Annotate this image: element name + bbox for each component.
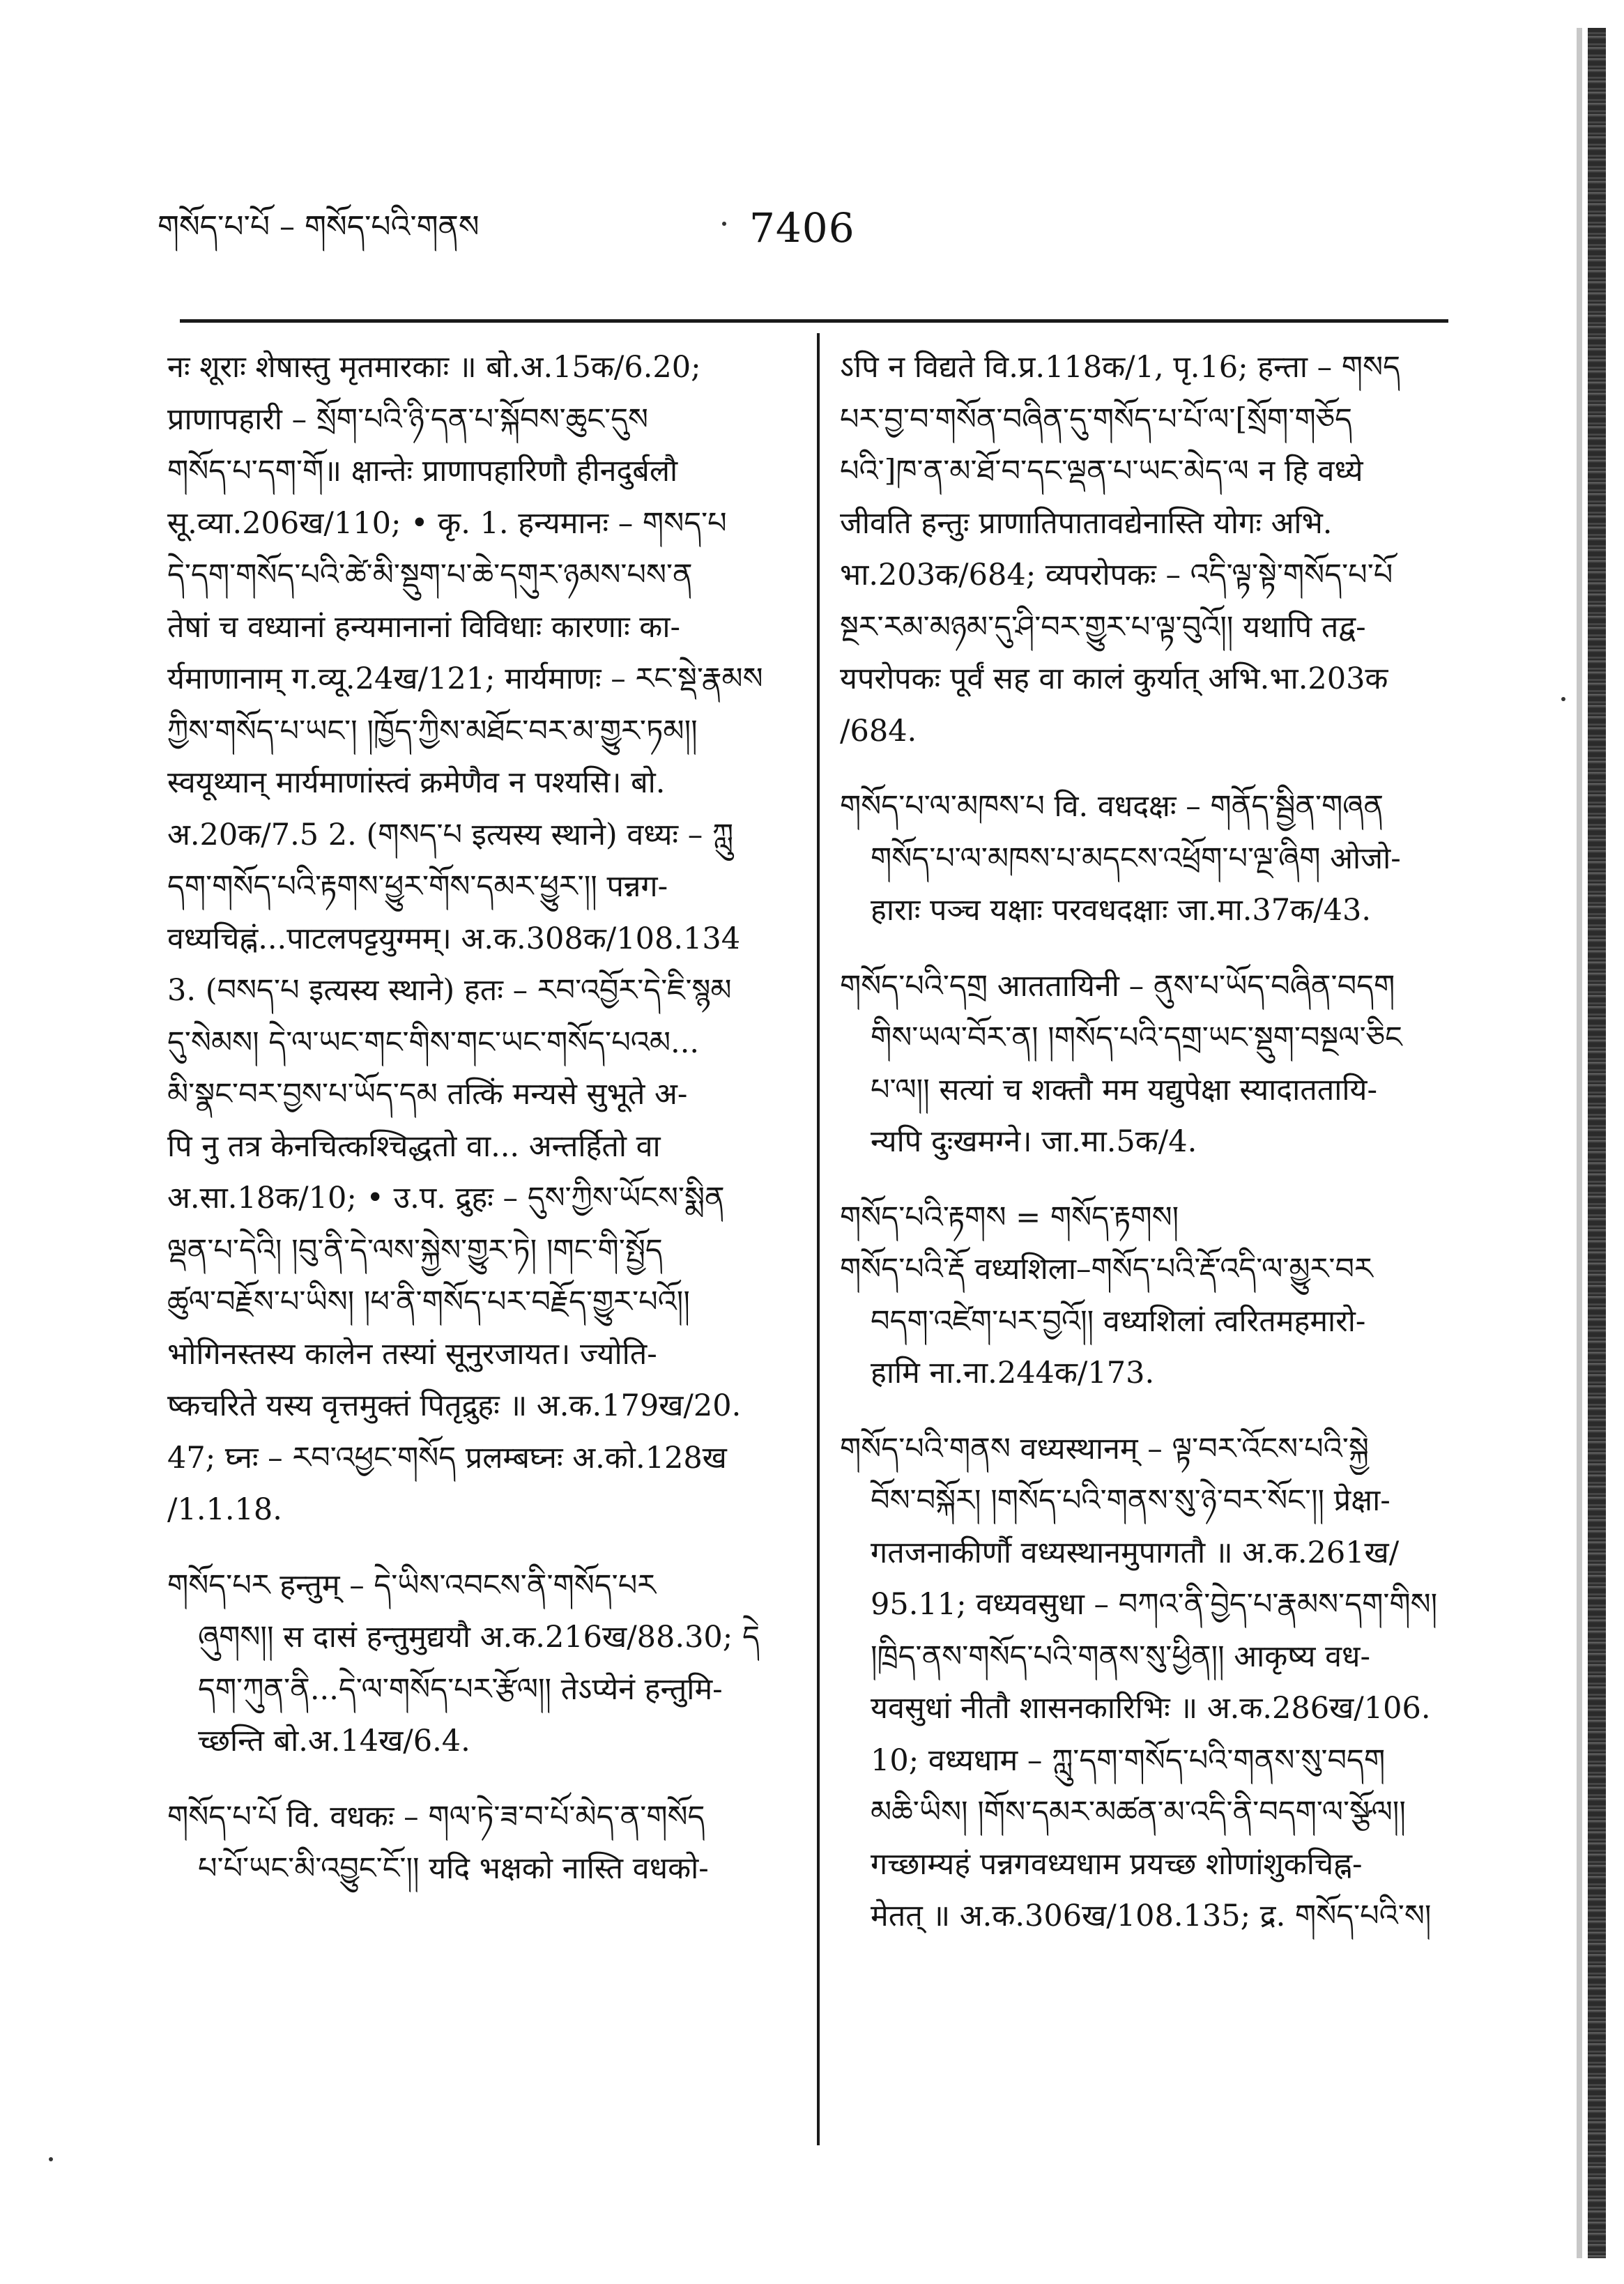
entry-line: གསོད་པར हन्तुम् – དེ་ཡིས་འབངས་ནི་གསོད་པར bbox=[167, 1568, 657, 1603]
entry-line: अ.20क/7.5 2. (གསད་པ इत्यस्य स्थाने) वध्यः – ཀླུ bbox=[167, 817, 734, 852]
speck bbox=[49, 2157, 53, 2161]
entry-line: /1.1.18. bbox=[167, 1492, 282, 1527]
entry-line: གསོད་པའི་དགྲ आततायिनी – ནུས་པ་ཡོད་བཞིན་བདག bbox=[840, 968, 1395, 1004]
entry-line: यपरोपकः पूर्वं सह वा कालं कुर्यात् अभि.भा.203क bbox=[840, 661, 1388, 696]
entry-line: གསོད་པའི་རྡོ वध्यशिला–གསོད་པའི་རྡོ་འདི་ལ་མྱུར་བར bbox=[840, 1252, 1373, 1287]
entry-line: 10; वध्यधाम – ཀླུ་དག་གསོད་པའི་གནས་སུ་བདག bbox=[871, 1742, 1386, 1778]
dictionary-entry bbox=[840, 960, 1460, 1168]
running-head-left: གསོད་པ་པོ – གསོད་པའི་གནས bbox=[158, 209, 480, 245]
entry-line: /684. bbox=[840, 713, 917, 749]
entry-line: हामि ना.ना.244क/173. bbox=[871, 1356, 1155, 1390]
entry-line: ष्कचरिते यस्य वृत्तमुक्तं पितृद्रुहः ॥ अ.क.179ख/20. bbox=[167, 1388, 742, 1423]
entry-line: གསོད་པའི་རྟགས = གསོད་རྟགས། bbox=[840, 1200, 1179, 1235]
entry-line: གསོད་པ་ལ་མཁས་པ वि. वधदक्षः – གནོད་སྦྱིན་གཞན bbox=[840, 789, 1384, 824]
entry-line: དུ་སེམས། དེ་ལ་ཡང་གང་གིས་གང་ཡང་གསོད་པའམ... bbox=[167, 1025, 700, 1060]
entry-line: भोगिनस्तस्य कालेन तस्यां सूनुरजायत। ज्योति- bbox=[167, 1336, 657, 1372]
entry-line: हाराः पञ्च यक्षाः परवधदक्षाः जा.मा.37क/43. bbox=[871, 893, 1372, 928]
entry-line: གསོད་པ་ལ་མཁས་པ་མདངས་འཕྲོག་པ་ལྔ་ཞིག ओजो- bbox=[871, 841, 1401, 876]
entry-line: न्यपि दुःखमग्ने। जा.मा.5क/4. bbox=[871, 1124, 1197, 1159]
entry-line: གིས་ཡལ་བོར་ན། །གསོད་པའི་དགྲ་ཡང་སྡུག་བསྔལ་ཅིང bbox=[871, 1020, 1402, 1055]
dictionary-entry bbox=[840, 342, 1460, 757]
entry-line: ཀྱིས་གསོད་པ་ཡང་། །ཁྱོད་ཀྱིས་མཐོང་བར་མ་གྱུར་ཏམ།། bbox=[167, 713, 698, 749]
entry-line: གསོད་པ་པོ वि. वधकः – གལ་ཏེ་ཟ་བ་པོ་མེད་ན་གསོད bbox=[167, 1799, 705, 1834]
entry-line: प्राणापहारी – སྲོག་པའི་ཉི་དན་པ་སྐོབས་ཆུང་དུས bbox=[167, 401, 649, 437]
entry-line: གསོད་པའི་གནས वध्यस्थानम् – ལྟ་བར་འོངས་པའི་སྐྱེ bbox=[840, 1431, 1369, 1466]
binding-edge bbox=[1588, 28, 1606, 2258]
entry-line: नः शूराः शेषास्तु मृतमारकाः ॥ बो.अ.15क/6.20; bbox=[167, 350, 701, 385]
entry-line: པ་པོ་ཡང་མི་འབྱུང་ངོ་།། यदि भक्षको नास्ति वधको- bbox=[198, 1851, 709, 1886]
left-column bbox=[167, 342, 802, 1895]
entry-line: པར་བྱ་བ་གསོན་བཞིན་དུ་གསོད་པ་པོ་ལ་[སྲོག་གཅོད bbox=[840, 401, 1353, 437]
entry-line: པའི་]ཁ་ན་མ་ཐོ་བ་དང་ལྡན་པ་ཡང་མེད་ལ न हि वध्ये bbox=[840, 454, 1363, 489]
speck bbox=[1561, 697, 1565, 701]
entry-line: स्वयूथ्यान् मार्यमाणांस्त्वं क्रमेणैव न पश्यसि। बो. bbox=[167, 765, 666, 800]
entry-line: र्यमाणानाम् ग.व्यू.24ख/121; मार्यमाणः – རང་སྡེ་རྣམས bbox=[167, 661, 763, 696]
entry-line: ཞུགས།། स दासं हन्तुमुद्ययौ अ.क.216ख/88.30; དེ bbox=[198, 1620, 760, 1655]
entry-line: མཆི་ཡིས། །གོས་དམར་མཚན་མ་འདི་ནི་བདག་ལ་སྩོལ།། bbox=[871, 1795, 1406, 1830]
page-number: 7406 bbox=[749, 204, 855, 252]
entry-line: བོས་བསྐོར། །གསོད་པའི་གནས་སུ་ཉེ་བར་སོང་།། प्रेक्षा- bbox=[871, 1483, 1391, 1518]
entry-line: भा.203क/684; व्यपरोपकः – འདི་ལྟ་སྟེ་གསོད་པ་པོ bbox=[840, 558, 1393, 592]
entry-line: यवसुधां नीतौ शासनकारिभिः ॥ अ.क.286ख/106. bbox=[871, 1691, 1431, 1726]
entry-line: तेषां च वध्यानां हन्यमानानां विविधाः कारणाः का- bbox=[167, 609, 680, 645]
header-rule bbox=[180, 319, 1448, 323]
entry-line: མི་སྣང་བར་བྱས་པ་ཡོད་དམ तत्किं मन्यसे सुभूते अ- bbox=[167, 1077, 688, 1112]
entry-line: अ.सा.18क/10; • उ.प. द्रुहः – དུས་ཀྱིས་ཡོངས་སྨིན bbox=[167, 1181, 725, 1216]
entry-line: །ཁྲིད་ནས་གསོད་པའི་གནས་སུ་ཕྱིན།། आकृष्य वध- bbox=[871, 1639, 1371, 1674]
entry-line: དེ་དག་གསོད་པའི་ཚེ་མི་སྡུག་པ་ཆེ་དགུར་ཉམས་པས་ན bbox=[167, 558, 693, 592]
entry-line: जीवति हन्तुः प्राणातिपातावद्येनास्ति योगः अभि. bbox=[840, 505, 1333, 541]
entry-line: སྔར་རམ་མཉམ་དུ་ཤི་བར་གྱུར་པ་ལྟ་བུའོ།། यथापि तद्व- bbox=[840, 609, 1366, 645]
entry-line: गच्छाम्यहं पन्नगवध्यधाम प्रयच्छ शोणांशुकचिह्न- bbox=[871, 1846, 1363, 1882]
entry-line: བདག་འཛེག་པར་བྱའོ།། वध्यशिलां त्वरितमहमारो- bbox=[871, 1303, 1366, 1339]
entry-line: 95.11; वध्यवसुधा – བཀའ་ནི་བྱེད་པ་རྣམས་དག་གིས། bbox=[871, 1587, 1438, 1622]
right-column bbox=[840, 342, 1460, 1942]
dictionary-entry bbox=[840, 1192, 1460, 1244]
dictionary-entry bbox=[840, 1423, 1460, 1942]
column-divider bbox=[817, 333, 820, 2145]
entry-line: ऽपि न विद्यते वि.प्र.118क/1, पृ.16; हन्ता – གསད bbox=[840, 350, 1401, 385]
speck bbox=[722, 222, 726, 226]
entry-line: ཚུལ་བརྗོས་པ་ཡིས། །ཕ་ནི་གསོད་པར་བརྗོད་གྱུར་པའོ།། bbox=[167, 1285, 690, 1319]
entry-line: དག་ཀུན་ནི...དེ་ལ་གསོད་པར་རྩོལ།། तेऽप्येनं हन्तुमि- bbox=[198, 1671, 723, 1707]
entry-line: सू.व्या.206ख/110; • कृ. 1. हन्यमानः – གསད་པ bbox=[167, 505, 727, 541]
entry-line: པ་ལ།། सत्यां च शक्तौ मम यद्युपेक्षा स्यादाततायि- bbox=[871, 1072, 1378, 1107]
entry-line: དག་གསོད་པའི་རྟགས་ཕྱུར་གོས་དམར་ཕྱུར་།། पन्नग- bbox=[167, 869, 668, 904]
dictionary-entry bbox=[167, 1560, 802, 1768]
entry-line: ལྡན་པ་དེའི། །བུ་ནི་དེ་ལས་སྐྱེས་གྱུར་ཏེ། །གང་གི་སྤྱོད bbox=[167, 1232, 663, 1268]
page-edge-shadow bbox=[1577, 28, 1582, 2258]
dictionary-entry bbox=[167, 1791, 802, 1895]
entry-line: च्छन्ति बो.अ.14ख/6.4. bbox=[198, 1724, 470, 1758]
dictionary-entry bbox=[840, 1243, 1460, 1400]
dictionary-entry bbox=[840, 781, 1460, 937]
entry-line: वध्यचिह्नं...पाटलपट्टयुग्मम्। अ.क.308क/108.134 bbox=[167, 921, 741, 956]
entry-line: 3. (བསད་པ इत्यस्य स्थाने) हतः – རབ་འབྱོར་དེ་ཇི་སྙམ bbox=[167, 973, 732, 1008]
entry-line: पि नु तत्र केनचित्कश्चिद्धतो वा... अन्तर्हितो वा bbox=[167, 1128, 661, 1164]
entry-line: 47; घ्नः – རབ་འཕྱང་གསོད प्रलम्बघ्नः अ.को.128ख bbox=[167, 1440, 727, 1476]
entry-line: གསོད་པ་དག་གོ॥ क्षान्तेः प्राणापहारिणौ हीनदुर्बलौ bbox=[167, 454, 678, 489]
entry-line: मेतत् ॥ अ.क.306ख/108.135; द्र. གསོད་པའི་ས། bbox=[871, 1899, 1432, 1933]
entry-line: गतजनाकीर्णौ वध्यस्थानमुपागतौ ॥ अ.क.261ख/ bbox=[871, 1535, 1400, 1570]
dictionary-entry bbox=[167, 342, 802, 1536]
